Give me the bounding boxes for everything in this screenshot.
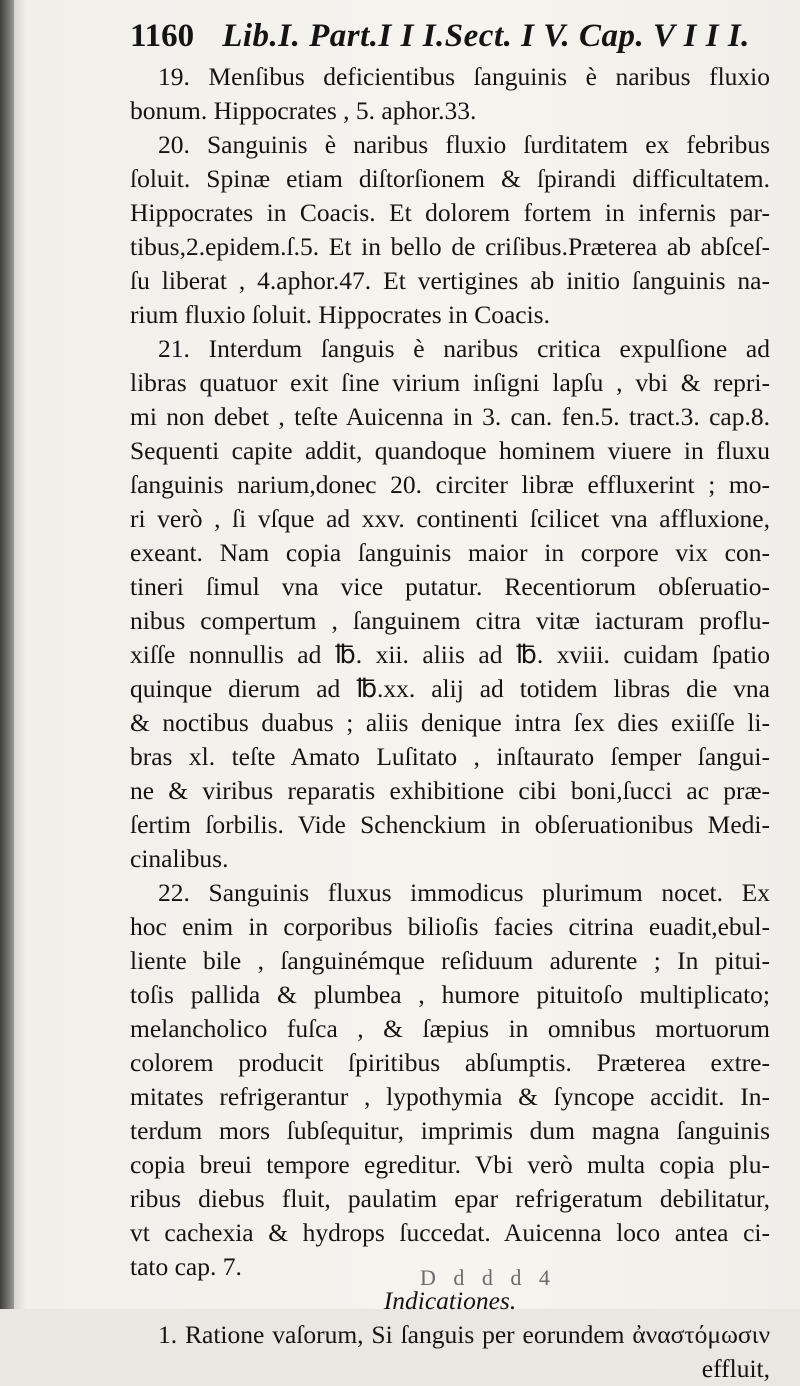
text-line: ſu liberat , 4.aphor.47. Et vertigines ab initio ſanguinis na- [130, 266, 770, 295]
text-line: tineri ſimul vna vice putatur. Recentiorum obſeruatio- [130, 572, 770, 601]
text-line: tibus,2.epidem.ſ.5. Et in bello de criſibus.Præterea ab abſceſ- [130, 232, 770, 261]
book-spine-shadow [0, 0, 14, 1309]
text-line: 22. Sanguinis fluxus immodicus plurimum nocet. Ex [158, 878, 770, 907]
text-line: ſoluit. Spinæ etiam diſtorſionem & ſpirandi difficultatem. [130, 164, 770, 193]
text-line: ſanguinis narium,donec 20. circiter libræ effluxerint ; mo- [130, 470, 770, 499]
text-line: ſertim ſorbilis. Vide Schenckium in obſeruationibus Medi- [130, 810, 770, 839]
body-text [130, 60, 770, 1386]
text-line: melancholico fuſca , & ſæpius in omnibus mortuorum [130, 1014, 770, 1043]
page-number: 1160 [130, 18, 195, 54]
text-block [130, 14, 770, 1386]
text-line: ribus diebus fluit, paulatim epar refrigeratum debilitatur, [130, 1184, 770, 1213]
text-line: vt cachexia & hydrops ſuccedat. Auicenna loco antea ci- [130, 1218, 770, 1247]
signature-mark: D d d d 4 [420, 1265, 556, 1290]
text-line: colorem producit ſpiritibus abſumptis. Præterea extre- [130, 1048, 770, 1077]
text-line: xiſſe nonnullis ad ℔. xii. aliis ad ℔. xviii. cuidam ſpatio [130, 640, 770, 669]
text-line: 20. Sanguinis è naribus fluxio ſurditatem ex febribus [158, 130, 770, 159]
text-line: ne & viribus reparatis exhibitione cibi boni,ſucci ac præ- [130, 776, 770, 805]
text-line: ri verò , ſi vſque ad xxv. continenti ſcilicet vna affluxione, [130, 504, 770, 533]
text-line: 1. Ratione vaſorum, Si ſanguis per eorundem ἀναστόμωσιν [158, 1320, 770, 1349]
text-line: tato cap. 7. [130, 1252, 242, 1281]
text-line: & noctibus duabus ; aliis denique intra ſex dies exiiſſe li- [130, 708, 770, 737]
text-line: hoc enim in corporibus bilioſis facies citrina euadit,ebul- [130, 912, 770, 941]
text-line: Sequenti capite addit, quandoque hominem viuere in fluxu [130, 436, 770, 465]
text-line: cinalibus. [130, 844, 229, 873]
text-line: mitates refrigerantur , lypothymia & ſyncope accidit. In- [130, 1082, 770, 1111]
text-line: mi non debet , teſte Auicenna in 3. can. fen.5. tract.3. cap.8. [130, 402, 770, 431]
text-line: Hippocrates in Coacis. Et dolorem fortem in infernis par- [130, 198, 770, 227]
text-line: terdum mors ſubſequitur, imprimis dum magna ſanguinis [130, 1116, 770, 1145]
page-header [130, 14, 770, 58]
text-line: 21. Interdum ſanguis è naribus critica expulſione ad [158, 334, 770, 363]
text-line: libras quatuor exit ſine virium inſigni lapſu , vbi & repri- [130, 368, 770, 397]
text-line: rium fluxio ſoluit. Hippocrates in Coacis. [130, 300, 550, 329]
text-line: Indicationes. [383, 1286, 517, 1315]
text-line: liente bile , ſanguinémque reſiduum adurente ; In pitui- [130, 946, 770, 975]
text-line: nibus compertum , ſanguinem citra vitæ iacturam proflu- [130, 606, 770, 635]
text-line: effluit, [701, 1354, 770, 1383]
text-line: copia breui tempore egreditur. Vbi verò multa copia plu- [130, 1150, 770, 1179]
text-line: 19. Menſibus deficientibus ſanguinis è naribus fluxio [158, 62, 770, 91]
running-title: Lib.I. Part.I I I.Sect. I V. Cap. V I I I. [222, 18, 750, 54]
text-line: quinque dierum ad ℔.xx. alij ad totidem libras die vna [130, 674, 770, 703]
text-line: toſis pallida & plumbea , humore pituitoſo multiplicato; [130, 980, 770, 1009]
text-line: bonum. Hippocrates , 5. aphor.33. [130, 96, 477, 125]
text-line: exeant. Nam copia ſanguinis maior in corpore vix con- [130, 538, 770, 567]
text-line: bras xl. teſte Amato Luſitato , inſtaurato ſemper ſangui- [130, 742, 770, 771]
